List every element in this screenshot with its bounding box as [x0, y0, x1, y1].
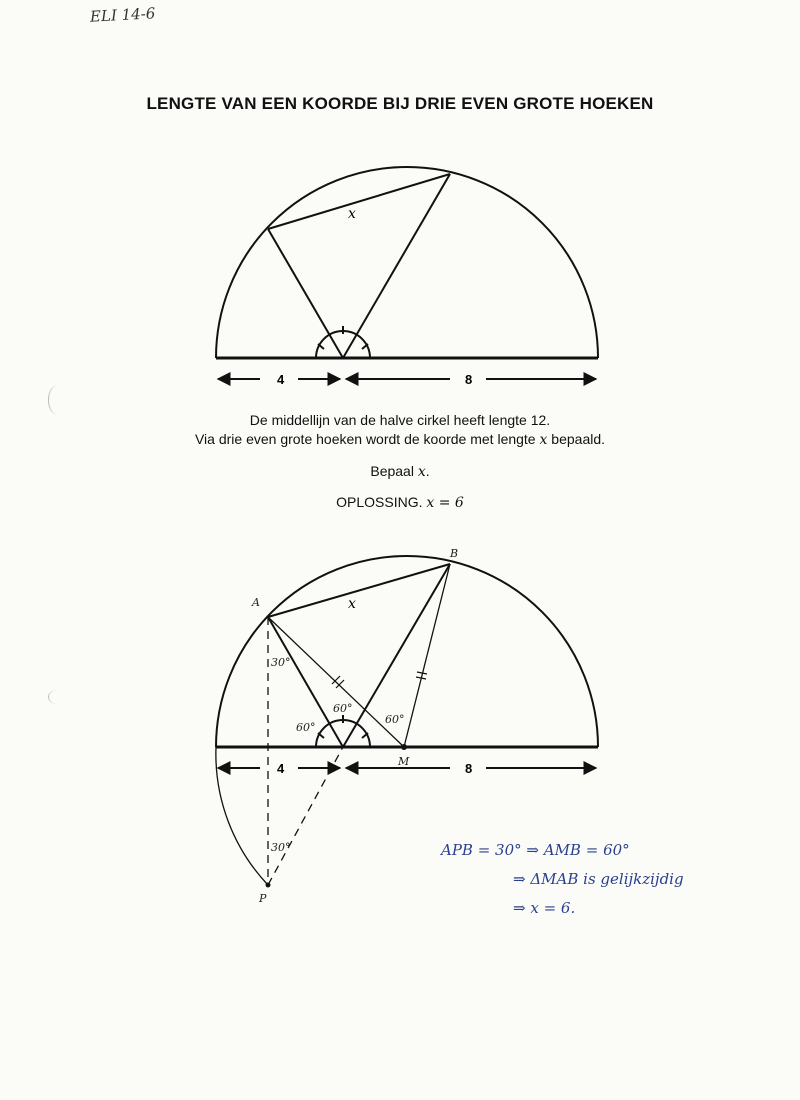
segment-left [268, 229, 343, 358]
angle-30-top: 30° [271, 656, 291, 669]
problem-line-2-pre: Via drie even grote hoeken wordt de koorde met lengte [194, 431, 540, 447]
question-post: . [425, 463, 430, 479]
problem-line-1: De middellijn van de halve cirkel heeft lengte 12. [249, 412, 551, 428]
angle-60-right: 60° [385, 713, 405, 726]
length-8-label: 8 [465, 761, 473, 776]
note-line-3: ⇒ x = 6. [513, 899, 576, 917]
angle-60-left: 60° [296, 721, 316, 734]
length-8-label: 8 [465, 372, 473, 387]
figure-1-semicircle [0, 0, 800, 400]
page-title: LENGTE VAN EEN KOORDE BIJ DRIE EVEN GROTE HOEKEN [146, 94, 654, 113]
semicircle-arc [216, 167, 598, 358]
radius-MA [268, 617, 404, 747]
question-pre: Bepaal [370, 463, 418, 479]
question-var: x [417, 464, 426, 480]
semicircle-arc [216, 556, 598, 747]
chord-x-label: x [348, 206, 356, 222]
handwritten-notes [0, 825, 800, 935]
label-P: P [259, 892, 267, 905]
center-point-M [401, 744, 407, 750]
angle-60-mid: 60° [333, 702, 353, 715]
angle-30-bottom: 30° [271, 841, 291, 854]
problem-question [0, 463, 800, 480]
angle-arc [316, 331, 370, 358]
note-line-1: APB = 30° ⇒ AMB = 60° [441, 841, 630, 859]
label-A: A [252, 596, 260, 609]
label-B: B [450, 547, 459, 560]
problem-line-2 [0, 431, 800, 448]
note-line-2: ⇒ ΔMAB is gelijkzijdig [513, 870, 684, 888]
solution-math: x = 6 [426, 495, 464, 511]
document-reference: ELI 14-6 [89, 4, 156, 26]
length-4-label: 4 [277, 761, 285, 776]
problem-line-2-var: x [539, 432, 548, 448]
length-4-label: 4 [277, 372, 285, 387]
angle-arc [316, 720, 370, 747]
radius-MB [404, 564, 450, 747]
solution-line [0, 494, 800, 511]
solution-label: OPLOSSING. [336, 494, 427, 510]
problem-line-2-post: bepaald. [547, 431, 606, 447]
label-M: M [398, 755, 410, 768]
chord-x-label: x [348, 596, 356, 612]
